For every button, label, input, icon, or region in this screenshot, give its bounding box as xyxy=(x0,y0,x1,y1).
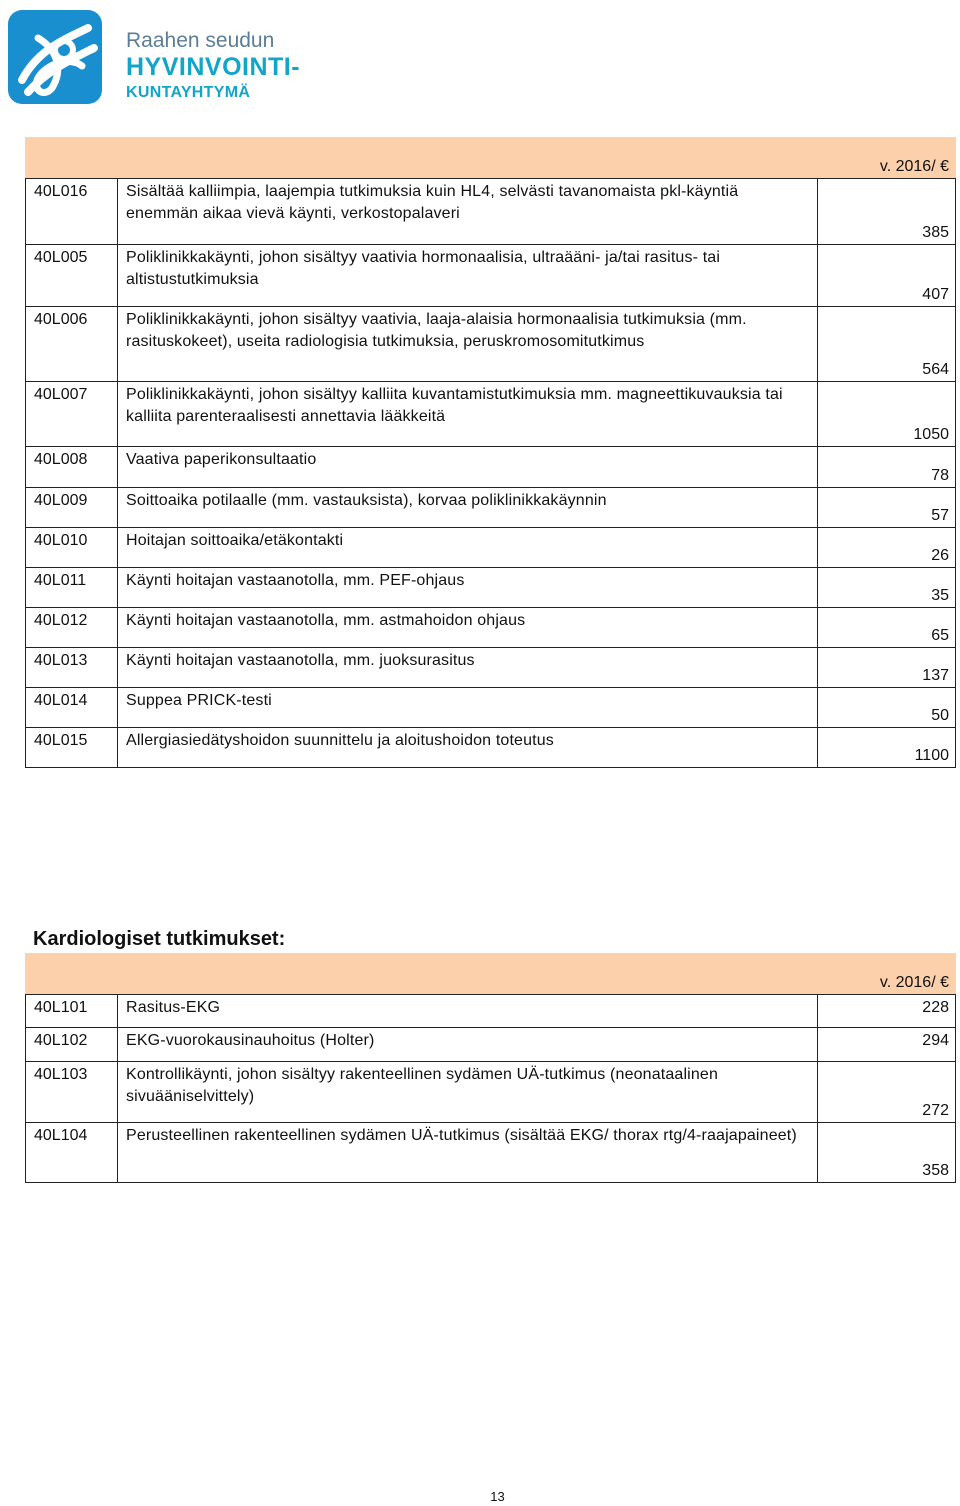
service-code: 40L010 xyxy=(26,528,118,568)
service-description: Poliklinikkakäynti, johon sisältyy vaativia, laaja-alaisia hormonaalisia tutkimuksia (mm. rasituskokeet), useita radiologisia tutkimuksia, peruskromosomitutkimus xyxy=(118,307,818,382)
service-description: Hoitajan soittoaika/etäkontakti xyxy=(118,528,818,568)
organization-logo xyxy=(8,10,328,105)
table-row xyxy=(26,488,956,528)
table-row xyxy=(26,608,956,648)
service-description: Kontrollikäynti, johon sisältyy rakenteellinen sydämen UÄ-tutkimus (neonataalinen sivuääniselvittely) xyxy=(118,1062,818,1123)
service-description: Poliklinikkakäynti, johon sisältyy kalliita kuvantamistutkimuksia mm. magneettikuvauksia tai kalliita parenteraalisesti annettavia lääkkeitä xyxy=(118,382,818,447)
service-code: 40L008 xyxy=(26,447,118,488)
price-table-2 xyxy=(25,953,956,1183)
table-row xyxy=(26,648,956,688)
service-description: Suppea PRICK-testi xyxy=(118,688,818,728)
table-row xyxy=(26,728,956,768)
service-code: 40L015 xyxy=(26,728,118,768)
page-number: 13 xyxy=(490,1489,505,1504)
service-code: 40L011 xyxy=(26,568,118,608)
year-label: v. 2016/ € xyxy=(818,138,956,179)
year-label: v. 2016/ € xyxy=(818,954,956,995)
knot-logo-icon xyxy=(8,10,102,104)
logo-line-2: HYVINVOINTI- xyxy=(126,53,301,81)
table-row xyxy=(26,307,956,382)
table-header-row xyxy=(26,138,956,179)
service-price: 137 xyxy=(818,648,956,688)
price-table-1 xyxy=(25,137,956,768)
table-row xyxy=(26,568,956,608)
service-price: 35 xyxy=(818,568,956,608)
service-price: 65 xyxy=(818,608,956,648)
table-row xyxy=(26,688,956,728)
service-price: 407 xyxy=(818,245,956,307)
table-row xyxy=(26,245,956,307)
service-description: Allergiasiedätyshoidon suunnittelu ja aloitushoidon toteutus xyxy=(118,728,818,768)
service-description: Sisältää kalliimpia, laajempia tutkimuksia kuin HL4, selvästi tavanomaista pkl-käyntiä enemmän aikaa vievä käynti, verkostopalaveri xyxy=(118,179,818,245)
service-price: 57 xyxy=(818,488,956,528)
service-description: Käynti hoitajan vastaanotolla, mm. astmahoidon ohjaus xyxy=(118,608,818,648)
service-price: 228 xyxy=(818,995,956,1028)
service-price: 294 xyxy=(818,1028,956,1062)
service-price: 1100 xyxy=(818,728,956,768)
table-row xyxy=(26,528,956,568)
service-price: 564 xyxy=(818,307,956,382)
service-price: 272 xyxy=(818,1062,956,1123)
service-description: Soittoaika potilaalle (mm. vastauksista), korvaa poliklinikkakäynnin xyxy=(118,488,818,528)
table-row xyxy=(26,995,956,1028)
service-price: 78 xyxy=(818,447,956,488)
service-description: Perusteellinen rakenteellinen sydämen UÄ-tutkimus (sisältää EKG/ thorax rtg/4-raajapaineet) xyxy=(118,1123,818,1183)
service-description: Käynti hoitajan vastaanotolla, mm. PEF-ohjaus xyxy=(118,568,818,608)
service-code: 40L104 xyxy=(26,1123,118,1183)
service-code: 40L101 xyxy=(26,995,118,1028)
table-row xyxy=(26,447,956,488)
service-description: Rasitus-EKG xyxy=(118,995,818,1028)
table-header-row xyxy=(26,954,956,995)
service-code: 40L009 xyxy=(26,488,118,528)
service-code: 40L012 xyxy=(26,608,118,648)
service-description: Vaativa paperikonsultaatio xyxy=(118,447,818,488)
service-code: 40L014 xyxy=(26,688,118,728)
service-code: 40L103 xyxy=(26,1062,118,1123)
table-row xyxy=(26,179,956,245)
section-title: Kardiologiset tutkimukset: xyxy=(33,928,286,950)
table-row xyxy=(26,1062,956,1123)
service-code: 40L005 xyxy=(26,245,118,307)
logo-line-1: Raahen seudun xyxy=(126,29,275,52)
service-price: 358 xyxy=(818,1123,956,1183)
service-description: EKG-vuorokausinauhoitus (Holter) xyxy=(118,1028,818,1062)
service-code: 40L007 xyxy=(26,382,118,447)
service-description: Poliklinikkakäynti, johon sisältyy vaativia hormonaalisia, ultraääni- ja/tai rasitus- tai altistustutkimuksia xyxy=(118,245,818,307)
service-price: 385 xyxy=(818,179,956,245)
service-price: 1050 xyxy=(818,382,956,447)
service-code: 40L102 xyxy=(26,1028,118,1062)
service-price: 26 xyxy=(818,528,956,568)
logo-line-3: KUNTAYHTYMÄ xyxy=(126,84,251,101)
service-code: 40L013 xyxy=(26,648,118,688)
service-description: Käynti hoitajan vastaanotolla, mm. juoksurasitus xyxy=(118,648,818,688)
table-row xyxy=(26,1028,956,1062)
service-code: 40L016 xyxy=(26,179,118,245)
table-row xyxy=(26,1123,956,1183)
table-row xyxy=(26,382,956,447)
service-price: 50 xyxy=(818,688,956,728)
service-code: 40L006 xyxy=(26,307,118,382)
